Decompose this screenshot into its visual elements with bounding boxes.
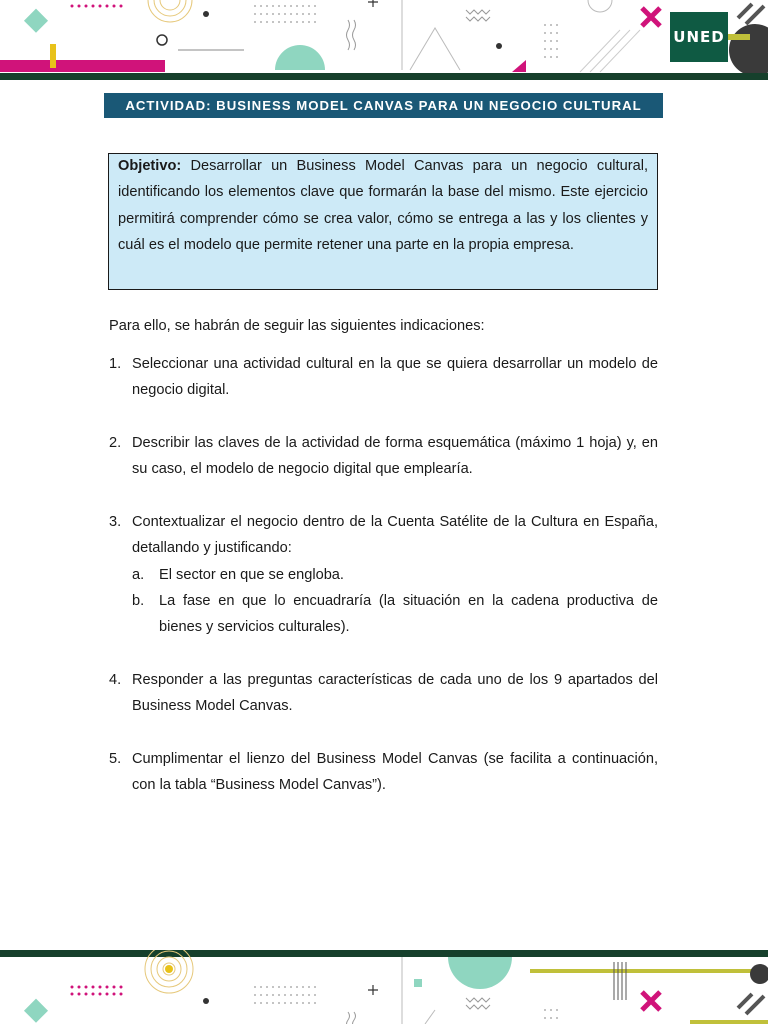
list-item (109, 430, 658, 483)
logo-text: UNED (673, 28, 725, 46)
objective-text: Desarrollar un Business Model Canvas para un negocio cultural, identificando los elementos clave que formarán la base del mismo. Este ejercicio permitirá comprender cómo se crea valor, cómo se entrega a las y los clientes y cuál es el modelo que permite retener una parte en la propia empresa. (118, 158, 648, 254)
substep-letter: b. (132, 592, 145, 609)
step-number: 5. (109, 751, 122, 767)
list-item (109, 509, 658, 640)
step-number: 4. (109, 672, 122, 688)
objective-paragraph (118, 153, 648, 259)
list-item (109, 351, 658, 404)
instructions-intro: Para ello, se habrán de seguir las siguientes indicaciones: (109, 318, 485, 334)
footer-decoration (0, 950, 768, 1024)
list-item (109, 746, 658, 799)
activity-title: ACTIVIDAD: BUSINESS MODEL CANVAS PARA UN NEGOCIO CULTURAL (104, 93, 663, 118)
step-text: Responder a las preguntas características de cada uno de los 9 apartados del Business Model Canvas. (132, 672, 658, 715)
objective-box (108, 153, 658, 290)
substep-item (132, 562, 658, 588)
step-text: Cumplimentar el lienzo del Business Model Canvas (se facilita a continuación, con la tabla “Business Model Canvas”). (132, 751, 658, 794)
substep-item (132, 588, 658, 641)
list-item (109, 667, 658, 720)
substep-text: La fase en que lo encuadraría (la situación en la cadena productiva de bienes y servicios culturales). (159, 592, 658, 636)
header-decoration (0, 0, 768, 80)
uned-logo[interactable] (670, 12, 728, 62)
step-text: Describir las claves de la actividad de forma esquemática (máximo 1 hoja) y, en su caso, el modelo de negocio digital que emplearía. (132, 435, 658, 478)
objective-label: Objetivo: (118, 158, 182, 174)
step-text: Seleccionar una actividad cultural en la que se quiera desarrollar un modelo de negocio digital. (132, 356, 658, 399)
step-number: 2. (109, 435, 122, 451)
substep-text: El sector en que se engloba. (159, 566, 344, 583)
substep-letter: a. (132, 566, 145, 583)
step-number: 1. (109, 356, 122, 372)
step-text: Contextualizar el negocio dentro de la Cuenta Satélite de la Cultura en España, detallando y justificando: (132, 514, 658, 557)
step-number: 3. (109, 514, 122, 530)
